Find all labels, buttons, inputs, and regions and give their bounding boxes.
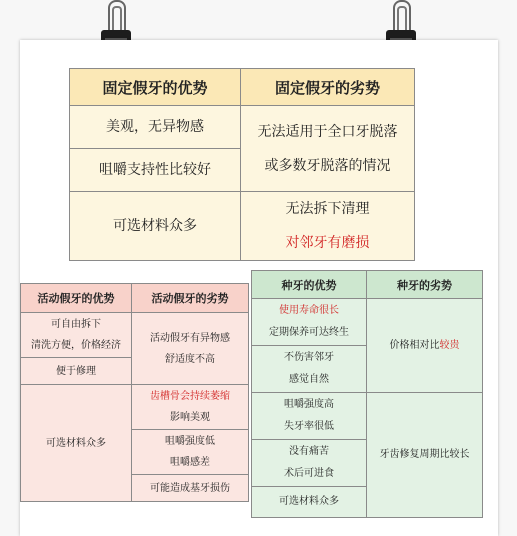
implant-adv-cell: 不伤害邻牙 感觉自然 <box>252 346 367 393</box>
fixed-adv-cell: 可选材料众多 <box>70 192 241 261</box>
fixed-advantages-header: 固定假牙的优势 <box>70 69 241 106</box>
removable-adv-cell: 可选材料众多 <box>21 385 132 502</box>
implant-table <box>251 270 483 518</box>
fixed-adv-cell: 美观，无异物感 <box>70 106 241 149</box>
implant-dis-cell: 价格相对比较贵 <box>367 299 483 393</box>
implant-adv-cell: 使用寿命很长 定期保养可达终生 <box>252 299 367 346</box>
implant-dis-cell: 牙齿修复周期比较长 <box>367 393 483 518</box>
removable-disadvantages-header: 活动假牙的劣势 <box>132 284 249 313</box>
removable-dis-cell: 齿槽骨会持续萎缩 影响美观 <box>132 385 249 430</box>
implant-disadvantages-header: 种牙的劣势 <box>367 271 483 299</box>
fixed-adv-cell: 咀嚼支持性比较好 <box>70 149 241 192</box>
removable-denture-table <box>20 283 249 502</box>
removable-adv-cell: 便于修理 <box>21 358 132 385</box>
removable-adv-cell: 可自由拆下 清洗方便，价格经济 <box>21 313 132 358</box>
removable-dis-cell: 咀嚼强度低 咀嚼感差 <box>132 430 249 475</box>
implant-adv-cell: 可选材料众多 <box>252 487 367 518</box>
fixed-dis-cell: 无法适用于全口牙脱落 或多数牙脱落的情况 <box>241 106 415 192</box>
fixed-denture-table <box>69 68 415 261</box>
implant-adv-cell: 没有痛苦 术后可进食 <box>252 440 367 487</box>
removable-advantages-header: 活动假牙的优势 <box>21 284 132 313</box>
fixed-disadvantages-header: 固定假牙的劣势 <box>241 69 415 106</box>
implant-adv-cell: 咀嚼强度高 失牙率很低 <box>252 393 367 440</box>
removable-dis-cell: 可能造成基牙损伤 <box>132 475 249 502</box>
removable-dis-cell: 活动假牙有异物感 舒适度不高 <box>132 313 249 385</box>
implant-advantages-header: 种牙的优势 <box>252 271 367 299</box>
fixed-dis-cell: 无法拆下清理 对邻牙有磨损 <box>241 192 415 261</box>
